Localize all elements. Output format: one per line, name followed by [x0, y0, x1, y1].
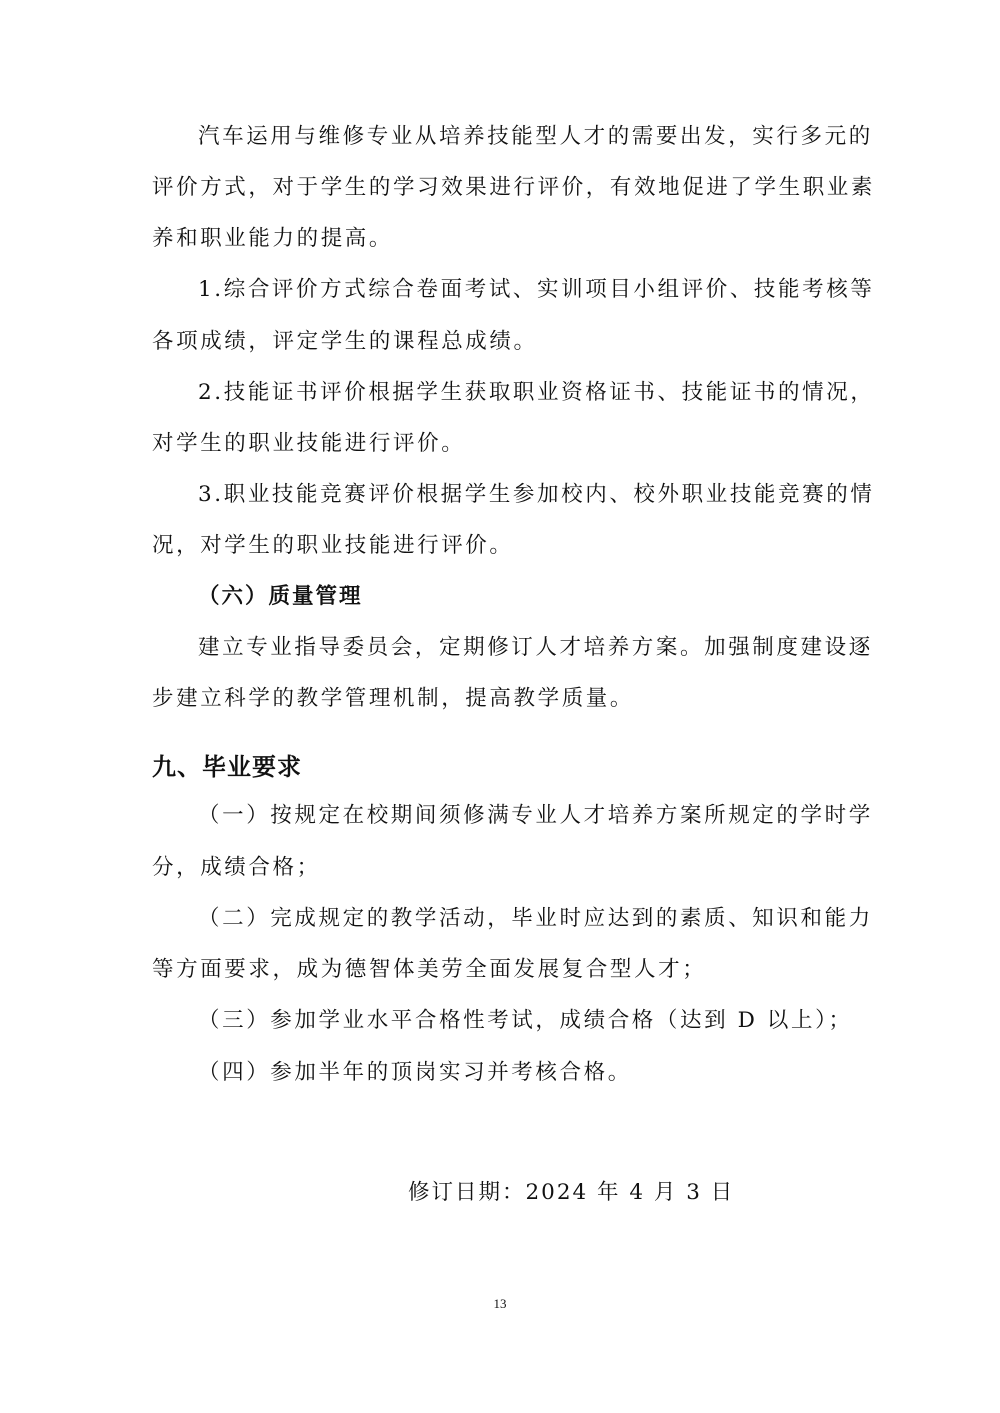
requirement-3: （三）参加学业水平合格性考试，成绩合格（达到 D 以上）； — [198, 1008, 853, 1033]
quality-line-1: 建立专业指导委员会，定期修订人才培养方案。加强制度建设逐 — [198, 635, 873, 660]
item2-line-1: 2.技能证书评价根据学生获取职业资格证书、技能证书的情况， — [198, 380, 875, 405]
page-number: 13 — [493, 1296, 507, 1311]
quality-line-2: 步建立科学的教学管理机制，提高教学质量。 — [152, 686, 635, 711]
requirement-1-line-2: 分，成绩合格； — [152, 855, 321, 880]
item3-line-2: 况，对学生的职业技能进行评价。 — [152, 533, 514, 558]
requirement-4: （四）参加半年的顶岗实习并考核合格。 — [198, 1060, 632, 1085]
intro-line-3: 养和职业能力的提高。 — [152, 226, 394, 251]
item1-line-1: 1.综合评价方式综合卷面考试、实训项目小组评价、技能考核等 — [198, 277, 875, 302]
requirement-2-line-2: 等方面要求，成为德智体美劳全面发展复合型人才； — [152, 957, 707, 982]
quality-heading: （六）质量管理 — [198, 584, 363, 609]
graduation-heading: 九、毕业要求 — [152, 753, 302, 781]
requirement-1-line-1: （一）按规定在校期间须修满专业人才培养方案所规定的学时学 — [198, 803, 873, 828]
requirement-2-line-1: （二）完成规定的教学活动，毕业时应达到的素质、知识和能力 — [198, 906, 873, 931]
revision-date: 修订日期：2024 年 4 月 3 日 — [408, 1180, 735, 1205]
intro-line-2: 评价方式，对于学生的学习效果进行评价，有效地促进了学生职业素 — [152, 175, 876, 200]
item2-line-2: 对学生的职业技能进行评价。 — [152, 431, 466, 456]
item3-line-1: 3.职业技能竞赛评价根据学生参加校内、校外职业技能竞赛的情 — [198, 482, 875, 507]
item1-line-2: 各项成绩，评定学生的课程总成绩。 — [152, 329, 538, 354]
intro-line-1: 汽车运用与维修专业从培养技能型人才的需要出发，实行多元的 — [198, 124, 873, 149]
